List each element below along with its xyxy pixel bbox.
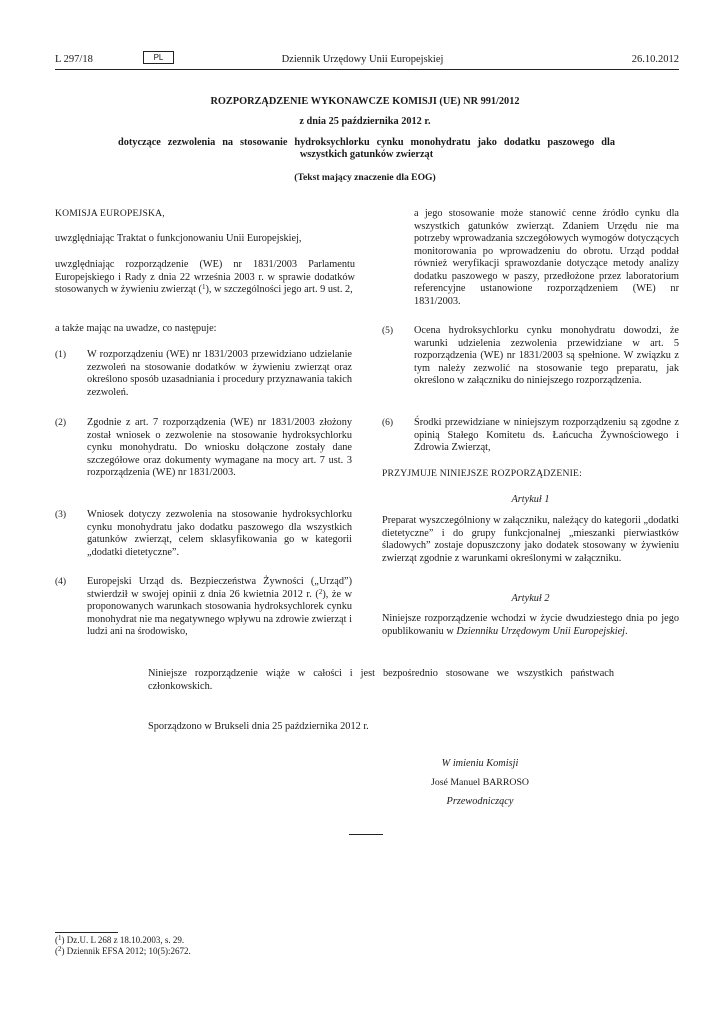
regulation-citation <box>55 259 355 297</box>
binding-clause: Niniejsze rozporządzenie wiąże w całości i jest bezpośrednio stosowane we wszystkich państwach członkowskich. <box>148 668 614 692</box>
recital-4-text-end: ), że w proponowanych warunkach stosowania hydroksychlorek cynku monohydrat nie ma negatywnego wpływu na zdrowie zwierząt i ludzi ani na środowisko, <box>87 588 352 637</box>
recital-number-4: (4) <box>55 577 67 587</box>
footnote-ref-2[interactable]: 2 <box>318 587 323 596</box>
article-2-text <box>382 613 679 638</box>
regulation-citation-text-end: ), w szczególności jego art. 9 ust. 2, <box>205 284 353 295</box>
journal-name: Dziennik Urzędowy Unii Europejskiej <box>281 54 444 65</box>
footnote-2: ($^2$) Dziennik EFSA 2012; 10(5):2672. <box>55 945 191 956</box>
footnote-mark-1: 1 <box>58 934 62 942</box>
recital-2: Zgodnie z art. 7 rozporządzenia (WE) nr 1831/2003 złożony został wniosek o zezwolenie na stosowanie hydroksychlorku cynku monohydratu. Do wniosku dołączone zostały dane szczegółowe oraz dokumenty wymagane na mocy art. 7 ust. 3 rozporządzenia (WE) nr 1831/2003. <box>87 417 352 478</box>
recital-3: Wniosek dotyczy zezwolenia na stosowanie hydroksychlorku cynku monohydratu jako dodatku paszowego dla wszystkich gatunków zwierząt, celem sklasyfikowania go w kategorii „dodatki dietetyczne”. <box>87 509 352 558</box>
article-1-text: Preparat wyszczególniony w załączniku, należący do kategorii „dodatki dietetyczne” i do grupy funkcjonalnej „mieszanki pierwiastków śladowych” zostaje dopuszczony jako dodatek stosowany w żywieniu zwierząt zgodnie z warunkami określonymi w załączniku. <box>382 515 679 564</box>
article-2-text-main: Niniejsze rozporządzenie wchodzi w życie dwudziestego dnia po jego opublikowaniu w <box>382 613 679 637</box>
official-journal-name: Dzienniku Urzędowym Unii Europejskiej <box>456 625 626 637</box>
recital-6: Środki przewidziane w niniejszym rozporządzeniu są zgodne z opinią Stałego Komitetu ds. Łańcucha Żywnościowego i Zdrowia Zwierząt, <box>414 417 679 453</box>
article-2-text-end: . <box>625 625 628 637</box>
footnote-divider <box>55 932 118 933</box>
signatory-name: José Manuel BARROSO <box>431 777 529 788</box>
recital-number-1: (1) <box>55 350 67 360</box>
recital-4-continued: a jego stosowanie może stanowić cenne źródło cynku dla wszystkich gatunków zwierząt. Zdaniem Urzędu nie ma potrzeby wprowadzania szczegółowych wymogów dotyczących monitorowania po wprowadzeniu do obrotu. Urząd poddał również weryfikacji sprawozdanie dotyczące metody analizy dodatku paszowego w paszy, przedłożone przez laboratorium referencyjne ustanowione rozporządzeniem (WE) nr 1831/2003. <box>414 208 679 307</box>
language-code-box: PL <box>143 51 174 64</box>
recital-number-2: (2) <box>55 418 67 428</box>
whereas-intro: a także mając na uwadze, co następuje: <box>55 323 217 334</box>
adoption-formula: PRZYJMUJE NINIEJSZE ROZPORZĄDZENIE: <box>382 468 582 479</box>
page-reference: L 297/18 <box>55 54 93 65</box>
recital-number-3: (3) <box>55 510 67 520</box>
recital-5: Ocena hydroksychlorku cynku monohydratu dowodzi, że warunki udzielenia zezwolenia przewidziane w art. 5 rozporządzenia (WE) nr 1831/2003 są spełnione. W związku z tym należy zezwolić na stosowanie tego preparatu, jak określono w załączniku do niniejszego rozporządzenia. <box>414 325 679 386</box>
regulation-title: ROZPORZĄDZENIE WYKONAWCZE KOMISJI (UE) NR 991/2012 <box>210 96 520 107</box>
signature-on-behalf: W imieniu Komisji <box>441 758 519 769</box>
footnote-ref-1[interactable]: 1 <box>201 283 206 291</box>
signatory-role: Przewodniczący <box>446 796 514 807</box>
recital-number-5: (5) <box>382 326 394 336</box>
recital-1: W rozporządzeniu (WE) nr 1831/2003 przewidziano udzielanie zezwoleń na stosowanie dodatków w żywieniu zwierząt oraz określono sposób uzasadniania i procedury przyznawania takich zezwoleń. <box>87 349 352 398</box>
done-at-clause: Sporządzono w Brukseli dnia 25 października 2012 r. <box>148 721 369 732</box>
header-divider <box>55 69 679 70</box>
regulation-subject: dotyczące zezwolenia na stosowanie hydroksychlorku cynku monohydratu jako dodatku paszowego dla wszystkich gatunków zwierząt <box>118 137 615 160</box>
regulation-citation-text: uwzględniając rozporządzenie (WE) nr 1831/2003 Parlamentu Europejskiego i Rady z dnia 22 września 2003 r. w sprawie dodatków stosowanych w żywieniu zwierząt ( <box>55 259 355 295</box>
footnote-2-text: Dziennik EFSA 2012; 10(5):2672. <box>66 946 191 956</box>
recital-number-6: (6) <box>382 418 394 428</box>
recital-4 <box>87 576 352 639</box>
commission-heading: KOMISJA EUROPEJSKA, <box>55 208 165 219</box>
regulation-date: z dnia 25 października 2012 r. <box>299 116 431 127</box>
footnote-1-text: Dz.U. L 268 z 18.10.2003, s. 29. <box>66 935 185 945</box>
end-of-text-rule <box>349 834 383 835</box>
article-2-title: Artykuł 2 <box>511 593 550 604</box>
footnote-1: ($^1$) Dz.U. L 268 z 18.10.2003, s. 29. <box>55 934 185 945</box>
eea-relevance: (Tekst mający znaczenie dla EOG) <box>294 172 436 183</box>
article-1-title: Artykuł 1 <box>511 494 550 505</box>
treaty-citation: uwzględniając Traktat o funkcjonowaniu Unii Europejskiej, <box>55 233 302 244</box>
publication-date: 26.10.2012 <box>631 54 679 65</box>
footnote-mark-2: 2 <box>58 945 62 953</box>
recital-4-text: Europejski Urząd ds. Bezpieczeństwa Żywności („Urząd”) stwierdził w swojej opinii z dnia 26 kwietnia 2012 r. ( <box>87 576 352 600</box>
